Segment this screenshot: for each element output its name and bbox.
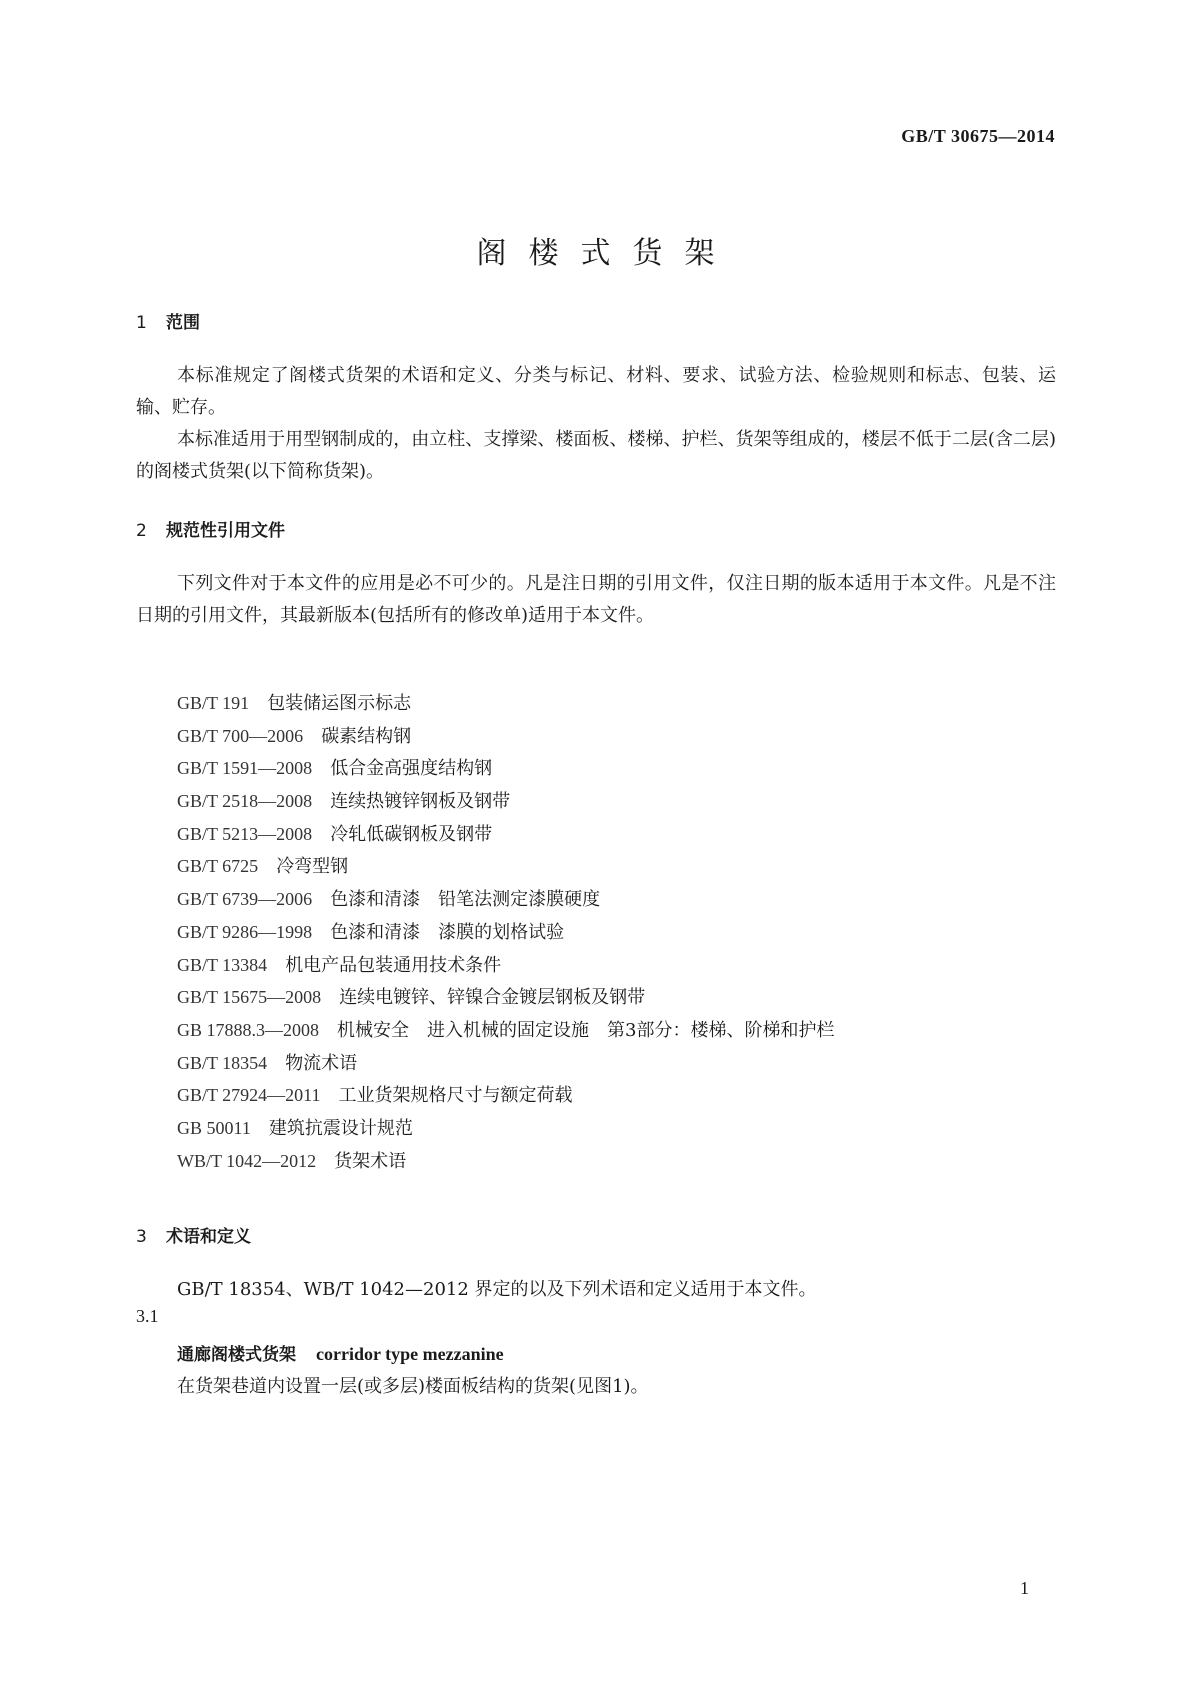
reference-code: GB/T 700—2006: [177, 725, 304, 746]
reference-item: [177, 916, 834, 949]
reference-item: [177, 1145, 834, 1178]
reference-name: 货架术语: [334, 1150, 407, 1172]
reference-name: 连续电镀锌、锌镍合金镀层钢板及钢带: [339, 987, 646, 1009]
reference-code: GB/T 6725: [177, 856, 259, 877]
reference-name: 碳素结构钢: [321, 725, 412, 747]
reference-name: 冷弯型钢: [276, 856, 349, 878]
reference-name: 冷轧低碳钢板及钢带: [330, 823, 493, 845]
reference-item: [177, 850, 834, 883]
section-number: 3: [136, 1227, 147, 1247]
section-number: 2: [136, 521, 147, 541]
term-name-en: corridor type mezzanine: [316, 1344, 504, 1364]
reference-name: 色漆和清漆 漆膜的划格试验: [330, 921, 565, 943]
reference-item: [177, 752, 834, 785]
reference-code: GB 50011: [177, 1117, 251, 1138]
reference-item: [177, 687, 834, 720]
reference-name: 物流术语: [285, 1052, 358, 1074]
reference-code: GB/T 1591—2008: [177, 758, 313, 779]
section-heading-normative-references: [136, 516, 285, 541]
reference-name: 建筑抗震设计规范: [268, 1117, 413, 1139]
reference-name: 连续热镀锌钢板及钢带: [330, 791, 511, 813]
reference-name: 包装储运图示标志: [267, 693, 412, 714]
standard-number: GB/T 30675—2014: [901, 126, 1055, 146]
reference-item: [177, 883, 834, 916]
reference-code: GB/T 15675—2008: [177, 987, 322, 1008]
paragraph: 下列文件对于本文件的应用是必不可少的。凡是注日期的引用文件，仅注日期的版本适用于本文件。凡是不注日期的引用文件，其最新版本(包括所有的修改单)适用于本文件。: [136, 573, 1056, 626]
reference-code: GB/T 18354: [177, 1052, 268, 1073]
reference-code: GB/T 5213—2008: [177, 823, 313, 844]
paragraph: GB/T 18354、WB/T 1042—2012 界定的以及下列术语和定义适用于本文件。: [177, 1279, 817, 1300]
reference-item: [177, 981, 834, 1014]
section-title: 规范性引用文件: [166, 521, 285, 541]
reference-item: [177, 1079, 834, 1112]
term-heading: [177, 1340, 504, 1365]
reference-item: [177, 818, 834, 851]
reference-item: [177, 949, 834, 982]
reference-name: 机电产品包装通用技术条件: [285, 954, 502, 976]
reference-item: [177, 1112, 834, 1145]
page-number: 1: [1020, 1578, 1029, 1598]
reference-code: GB/T 27924—2011: [177, 1085, 321, 1106]
reference-list: [177, 687, 834, 1177]
reference-item: [177, 785, 834, 818]
term-name-cn: 通廊阁楼式货架: [177, 1345, 296, 1365]
reference-code: GB/T 9286—1998: [177, 921, 313, 942]
reference-item: [177, 1047, 834, 1080]
section-heading-terms-and-definitions: [136, 1222, 251, 1247]
section-title: 范围: [166, 313, 200, 333]
section-heading-scope: [136, 308, 200, 333]
paragraph: 本标准适用于用型钢制成的，由立柱、支撑梁、楼面板、楼梯、护栏、货架等组成的，楼层不低于二层(含二层)的阁楼式货架(以下简称货架)。: [136, 429, 1056, 482]
reference-code: GB/T 2518—2008: [177, 791, 313, 812]
paragraph: 本标准规定了阁楼式货架的术语和定义、分类与标记、材料、要求、试验方法、检验规则和标志、包装、运输、贮存。: [136, 365, 1056, 418]
reference-name: 低合金高强度结构钢: [330, 758, 493, 780]
reference-item: [177, 720, 834, 753]
reference-name: 工业货架规格尺寸与额定荷载: [338, 1085, 573, 1107]
reference-name: 机械安全 进入机械的固定设施 第3部分：楼梯、阶梯和护栏: [337, 1019, 835, 1041]
reference-name: 色漆和清漆 铅笔法测定漆膜硬度: [330, 889, 601, 911]
reference-code: GB 17888.3—2008: [177, 1019, 320, 1040]
term-definition: 在货架巷道内设置一层(或多层)楼面板结构的货架(见图1)。: [177, 1376, 649, 1397]
reference-code: GB/T 6739—2006: [177, 889, 313, 910]
reference-code: WB/T 1042—2012: [177, 1150, 317, 1171]
section-title: 术语和定义: [166, 1227, 251, 1247]
term-number: 3.1: [136, 1306, 159, 1326]
section-number: 1: [136, 313, 147, 333]
document-title: 阁楼式货架: [476, 236, 737, 271]
reference-item: [177, 1014, 834, 1047]
reference-code: GB/T 191: [177, 693, 250, 713]
reference-code: GB/T 13384: [177, 954, 268, 975]
